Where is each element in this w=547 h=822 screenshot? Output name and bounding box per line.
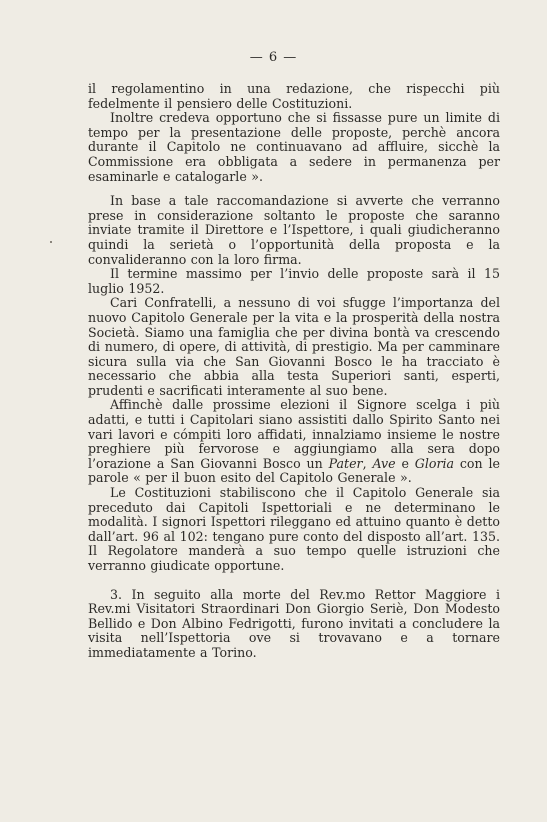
paragraph-4: Il termine massimo per l’invio delle proposte sarà il 15 luglio 1952. [88, 266, 500, 296]
paragraph-5: Cari Confratelli, a nessuno di voi sfugge l’importanza del nuovo Capitolo Generale per la vita e la prosperità della nostra Società. Siamo una famiglia che per divina bontà va crescendo di numero, di opere, di attività, di prestigio. Ma per camminare sicura sulla via che San Giovanni Bosco le ha tracciato è necessario che abbia alla testa Superiori santi, esperti, prudenti e sacrificati interamente al suo bene. [88, 295, 500, 398]
prayer-pater: Pater [328, 455, 363, 471]
margin-mark [50, 241, 52, 243]
paragraph-8: 3. In seguito alla morte del Rev.mo Rettor Maggiore i Rev.mi Visitatori Straordinari Don Giorgio Seriè, Don Modesto Bellido e Don Albino Fedrigotti, furono invitati a concludere la visita nell’Ispettoria ove si trovavano e a tornare immediatamente a Torino. [88, 586, 500, 660]
body-text [88, 82, 500, 661]
prayer-ave: Ave [372, 455, 396, 471]
paragraph-6-sep-1: , [362, 455, 373, 471]
paragraph-7: Le Costituzioni stabiliscono che il Capitolo Generale sia preceduto dai Capitoli Ispettoriali e ne determinano le modalità. I signori Ispettori rileggano ed attuino quanto è detto dall’art. 96 al 102: tengano pure conto del disposto all’art. 135. Il Regolatore manderà a suo tempo quelle istruzioni che verranno giudicate opportune. [88, 485, 500, 573]
paragraph-6 [88, 398, 500, 486]
paragraph-6-sep-2: e [395, 455, 415, 471]
paragraph-6-text-b: con le parole « per il buon esito del Capitolo Generale ». [88, 455, 500, 486]
page-number: — 6 — [249, 50, 298, 65]
prayer-gloria: Gloria [414, 455, 455, 471]
paragraph-6-text-a: Affinchè dalle prossime elezioni il Signore scelga i più adatti, e tutti i Capitolari siano assistiti dallo Spirito Santo nei vari lavori e cómpiti loro affidati, innalziamo insieme le nostre preghiere più fervorose e aggiungiamo alla sera dopo l’orazione a San Giovanni Bosco un [88, 397, 500, 471]
paragraph-2: Inoltre credeva opportuno che si fissasse pure un limite di tempo per la presentazione delle proposte, perchè ancora durante il Capitolo ne continuavano ad affluire, sicchè la Commissione era obbligata a sedere in permanenza per esaminarle e catalogarle ». [88, 110, 500, 184]
paragraph-3: In base a tale raccomandazione si avverte che verranno prese in considerazione soltanto le proposte che saranno inviate tramite il Direttore e l’Ispettore, i quali giudicheranno quindi la serietà o l’opportunità della proposta e la convalideranno con la loro firma. [88, 193, 500, 267]
paragraph-1: il regolamentino in una redazione, che rispecchi più fedelmente il pensiero delle Costituzioni. [88, 81, 500, 111]
